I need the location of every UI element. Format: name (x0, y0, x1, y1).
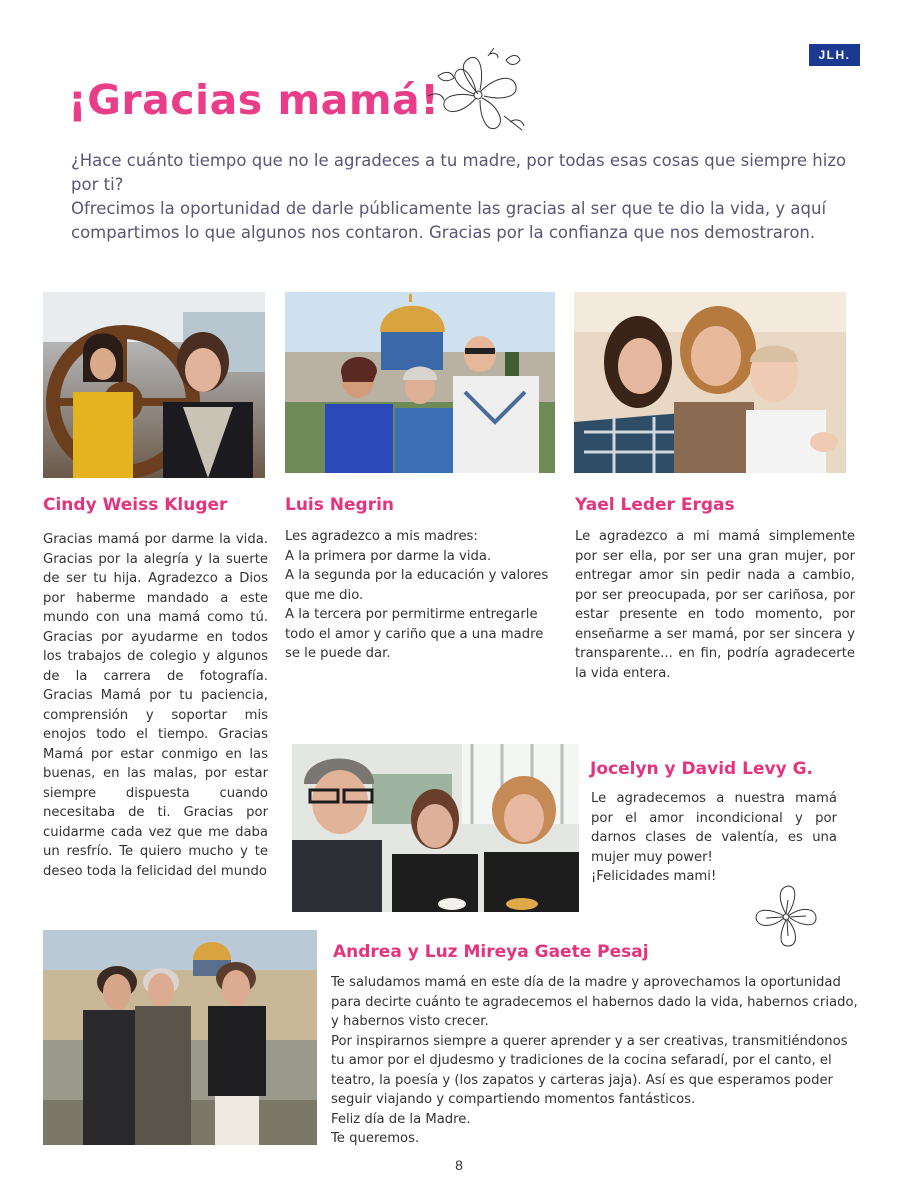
intro-question: ¿Hace cuánto tiempo que no le agradeces a tu madre, por todas esas cosas que siempre hizo por ti? (71, 151, 847, 194)
photo-luis (285, 292, 555, 473)
text-jocelyn (591, 789, 837, 887)
text-cindy: Gracias mamá por darme la vida. Gracias por la alegría y la suerte de ser tu hija. Agradezco a Dios por haberme mandado a este mundo con una mamá como tú. Gracias por ayudarme en todos los trabajos de colegio y algunos de la carrera de fotografía. Gracias Mamá por tu paciencia, comprensión y soportar mis enojos todo el tiempo. Gracias Mamá por estar conmigo en las buenas, en las malas, por estar siempre dispuesta cuando necesitaba de ti. Gracias por cuidarme cada vez que me daba un resfrío. Te quiero mucho y te deseo toda la felicidad del mundo (43, 532, 268, 879)
andrea-line: Te queremos. (331, 1131, 420, 1146)
photo-yael (574, 292, 846, 473)
luis-line: Les agradezco a mis madres: (285, 529, 478, 544)
luis-line: A la tercera por permitirme entregarle todo el amor y cariño que a una madre se le puede dar. (285, 607, 544, 661)
jocelyn-closing: ¡Felicidades mami! (591, 869, 717, 884)
name-jocelyn: Jocelyn y David Levy G. (590, 759, 813, 779)
flower-illustration-icon (418, 46, 534, 138)
luis-line: A la segunda por la educación y valores que me dio. (285, 568, 549, 603)
photo-andrea (43, 930, 317, 1145)
flower-icon (748, 880, 824, 952)
text-yael: Le agradezco a mi mamá simplemente por ser ella, por ser una gran mujer, por entregar amor sin pedir nada a cambio, por ser preocupada, por ser cariñosa, por estar presente en todo momento, por enseñarme a ser mamá, por ser sincera y transparente... en fin, podría agradecerte la vida entera. (575, 529, 855, 681)
name-andrea: Andrea y Luz Mireya Gaete Pesaj (333, 942, 649, 962)
page-number: 8 (455, 1157, 463, 1173)
text-luis (285, 527, 553, 664)
andrea-line: Te saludamos mamá en este día de la madre y aprovechamos la oportunidad para decirte cuánto te agradecemos el habernos dado la vida, habernos criado, y habernos visto crecer. (331, 975, 858, 1029)
text-andrea (331, 973, 859, 1149)
andrea-line: Feliz día de la Madre. (331, 1111, 471, 1127)
brand-badge: JLH. (809, 44, 860, 66)
name-yael: Yael Leder Ergas (575, 495, 735, 515)
name-luis: Luis Negrin (285, 495, 395, 515)
name-cindy: Cindy Weiss Kluger (43, 495, 228, 515)
jocelyn-text: Le agradecemos a nuestra mamá por el amor incondicional y por darnos clases de valentía, es una mujer muy power! (591, 791, 837, 865)
andrea-line: Por inspirarnos siempre a querer aprender y a ser creativas, transmitiéndonos tu amor por el djudesmo y tradiciones de la cocina sefaradí, por el canto, el teatro, la poesía y (los zapatos y carteras jaja). Así es que esperamos poder seguir viajando y compartiendo momentos fantásticos. (331, 1033, 848, 1107)
luis-line: A la primera por darme la vida. (285, 548, 492, 564)
photo-cindy (43, 292, 265, 478)
intro-paragraph: Ofrecimos la oportunidad de darle públicamente las gracias al ser que te dio la vida, y aquí compartimos lo que algunos nos contaron. Gracias por la confianza que nos demostraron. (71, 199, 827, 242)
intro-text (71, 149, 851, 245)
page-title: ¡Gracias mamá! (68, 76, 440, 124)
photo-jocelyn (292, 744, 579, 912)
